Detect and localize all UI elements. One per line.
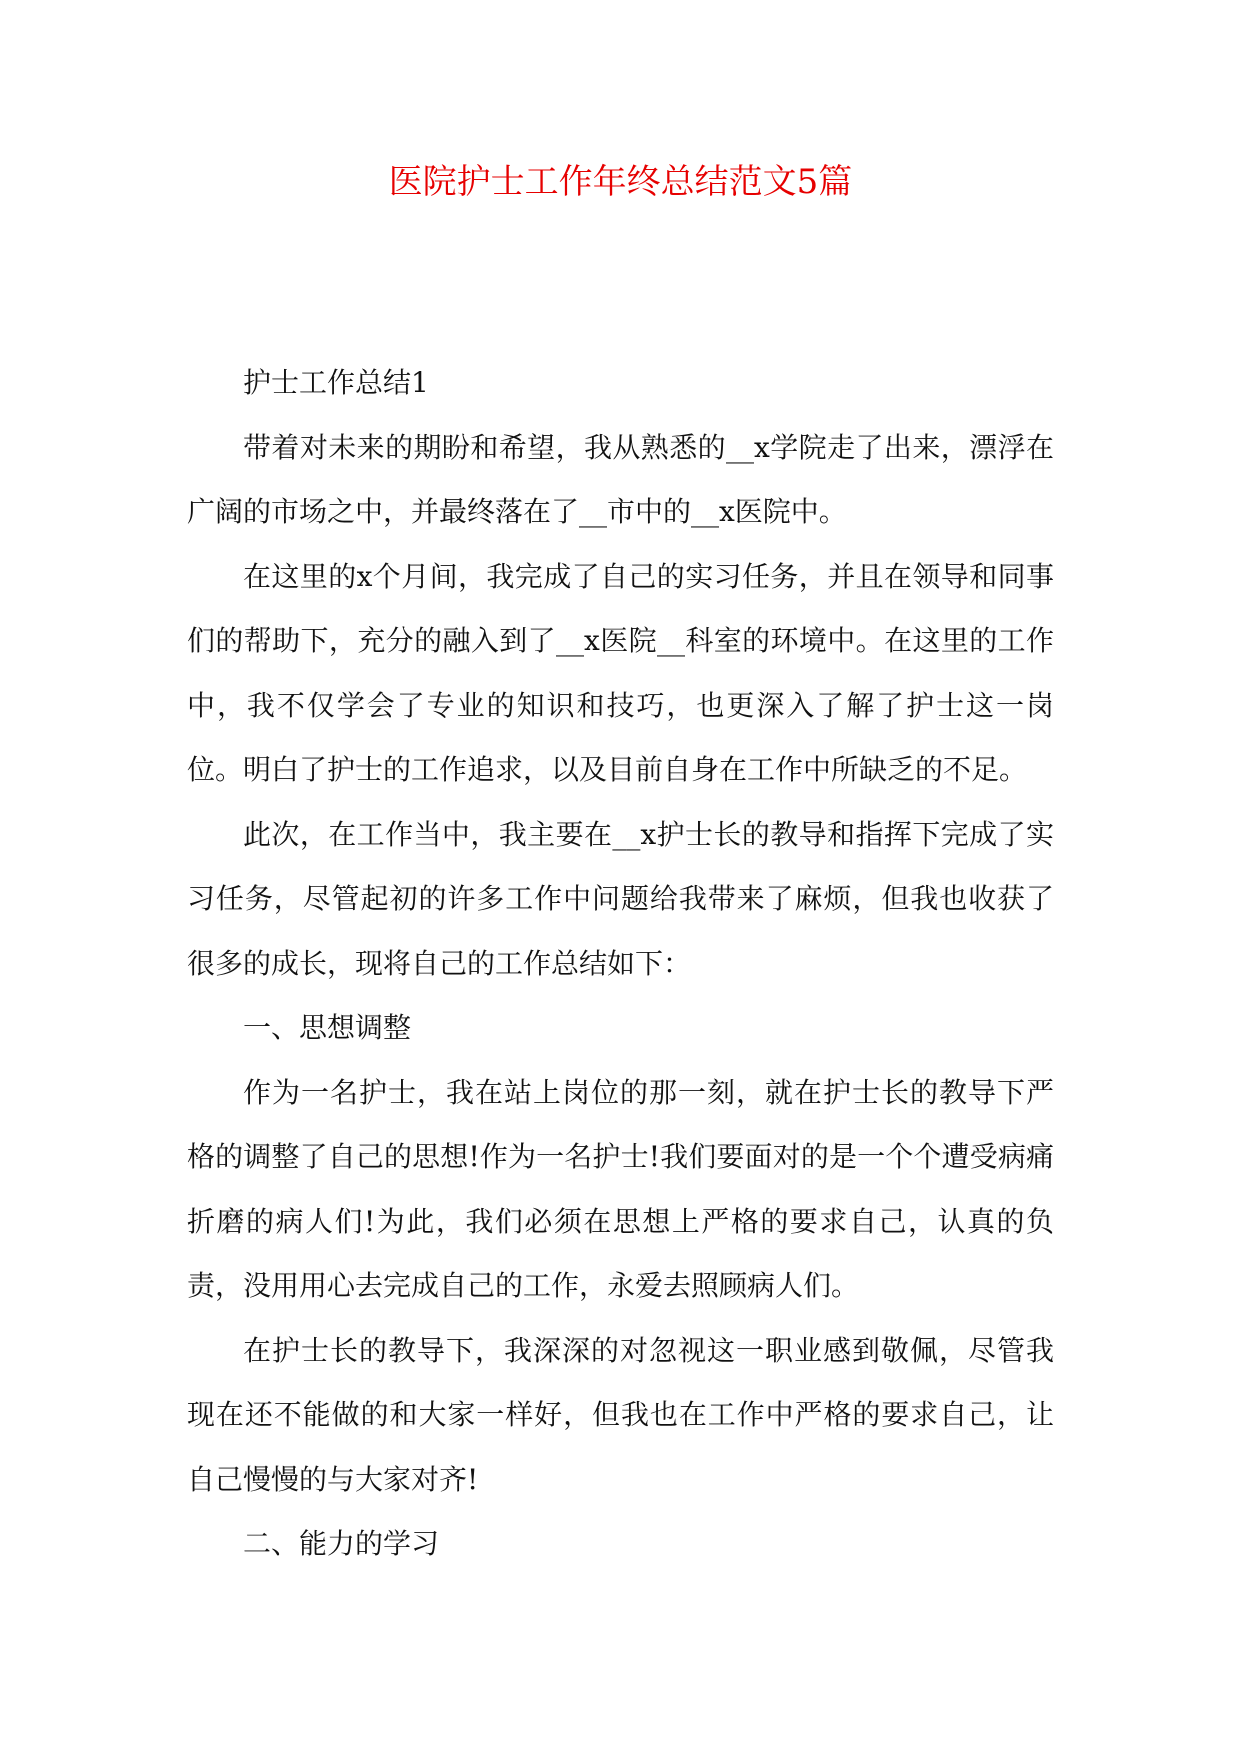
document-body <box>187 351 1054 1577</box>
section-heading-summary-1: 护士工作总结1 <box>243 366 429 399</box>
paragraph-summary-lead: 此次，在工作当中，我主要在__x护士长的教导和指挥下完成了实习任务，尽管起初的许多工作中问题给我带来了麻烦，但我也收获了很多的成长，现将自己的工作总结如下： <box>187 817 1054 980</box>
document-title: 医院护士工作年终总结范文5篇 <box>388 162 853 202</box>
section-heading-thought-adjustment: 一、思想调整 <box>243 1011 412 1044</box>
paragraph-internship: 在这里的x个月间，我完成了自己的实习任务，并且在领导和同事们的帮助下，充分的融入到了__x医院__科室的环境中。在这里的工作中，我不仅学会了专业的知识和技巧，也更深入了解了护士这一岗位。明白了护士的工作追求，以及目前自身在工作中所缺乏的不足。 <box>187 559 1054 786</box>
section-heading-ability-learning: 二、能力的学习 <box>243 1527 440 1560</box>
paragraph-thought-adjustment: 作为一名护士，我在站上岗位的那一刻，就在护士长的教导下严格的调整了自己的思想!作为一名护士!我们要面对的是一个个遭受病痛折磨的病人们!为此，我们必须在思想上严格的要求自己，认真的负责，没用用心去完成自己的工作，永爱去照顾病人们。 <box>187 1075 1054 1302</box>
paragraph-head-nurse-guidance: 在护士长的教导下，我深深的对忽视这一职业感到敬佩，尽管我现在还不能做的和大家一样好，但我也在工作中严格的要求自己，让自己慢慢的与大家对齐! <box>187 1333 1054 1496</box>
paragraph-intro: 带着对未来的期盼和希望，我从熟悉的__x学院走了出来，漂浮在广阔的市场之中，并最终落在了__市中的__x医院中。 <box>187 430 1054 528</box>
